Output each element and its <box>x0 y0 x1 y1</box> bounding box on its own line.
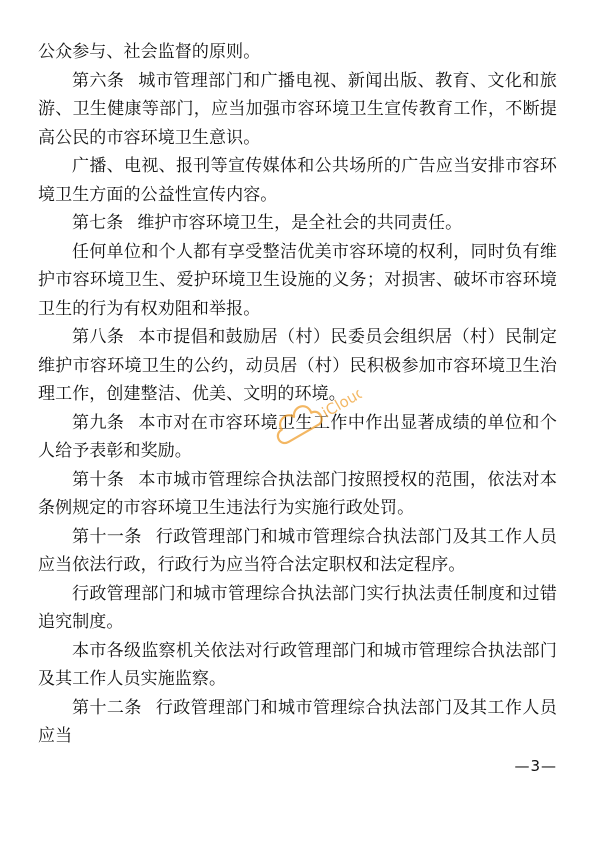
paragraph-article-11 <box>38 523 557 580</box>
paragraph-text: 任何单位和个人都有享受整洁优美市容环境的权利，同时负有维护市容环境卫生、爱护环境卫生设施的义务；对损害、破坏市容环境卫生的行为有权劝阻和举报。 <box>38 241 557 319</box>
article-number: 第十二条 <box>72 697 142 718</box>
paragraph-text: 广播、电视、报刊等宣传媒体和公共场所的广告应当安排市容环境卫生方面的公益性宣传内容。 <box>38 156 557 205</box>
paragraph-text: 维护市容环境卫生，是全社会的共同责任。 <box>137 213 463 233</box>
article-number: 第八条 <box>72 327 125 347</box>
body-text <box>38 38 557 751</box>
paragraph-article-12 <box>38 694 557 751</box>
article-number: 第九条 <box>72 412 125 433</box>
paragraph-text: 公众参与、社会监督的原则。 <box>38 42 261 62</box>
paragraph-text: 本市各级监察机关依法对行政管理部门和城市管理综合执法部门及其工作人员实施监察。 <box>38 640 557 689</box>
page-number: —3— <box>514 757 557 775</box>
article-number: 第七条 <box>72 213 124 233</box>
paragraph-article-9 <box>38 409 557 466</box>
watermark-text: iCloud <box>318 382 369 422</box>
paragraph-text: 行政管理部门和城市管理综合执法部门及其工作人员应当 <box>38 697 557 746</box>
article-number: 第十一条 <box>72 526 142 547</box>
paragraph-article-6 <box>38 67 557 153</box>
paragraph <box>38 238 557 324</box>
paragraph-text: 城市管理部门和广播电视、新闻出版、教育、文化和旅游、卫生健康等部门，应当加强市容环境卫生宣传教育工作，不断提高公民的市容环境卫生意识。 <box>38 70 557 148</box>
article-number: 第十条 <box>72 469 125 490</box>
paragraph-article-10 <box>38 466 557 523</box>
paragraph <box>38 637 557 694</box>
paragraph <box>38 580 557 637</box>
paragraph-article-8 <box>38 323 557 409</box>
paragraph <box>38 152 557 209</box>
paragraph-text: 行政管理部门和城市管理综合执法部门及其工作人员应当依法行政，行政行为应当符合法定职权和法定程序。 <box>38 526 557 575</box>
paragraph-text: 本市提倡和鼓励居（村）民委员会组织居（村）民制定维护市容环境卫生的公约，动员居（村）民积极参加市容环境卫生治理工作，创建整洁、优美、文明的环境。 <box>38 327 557 404</box>
paragraph-article-7 <box>38 209 557 238</box>
article-number: 第六条 <box>72 70 125 91</box>
paragraph-text: 行政管理部门和城市管理综合执法部门实行执法责任制度和过错追究制度。 <box>38 583 557 632</box>
paragraph-text: 本市对在市容环境卫生工作中作出显著成绩的单位和个人给予表彰和奖励。 <box>38 412 557 461</box>
paragraph-text: 本市城市管理综合执法部门按照授权的范围，依法对本条例规定的市容环境卫生违法行为实施行政处罚。 <box>38 469 557 518</box>
paragraph <box>38 38 557 67</box>
